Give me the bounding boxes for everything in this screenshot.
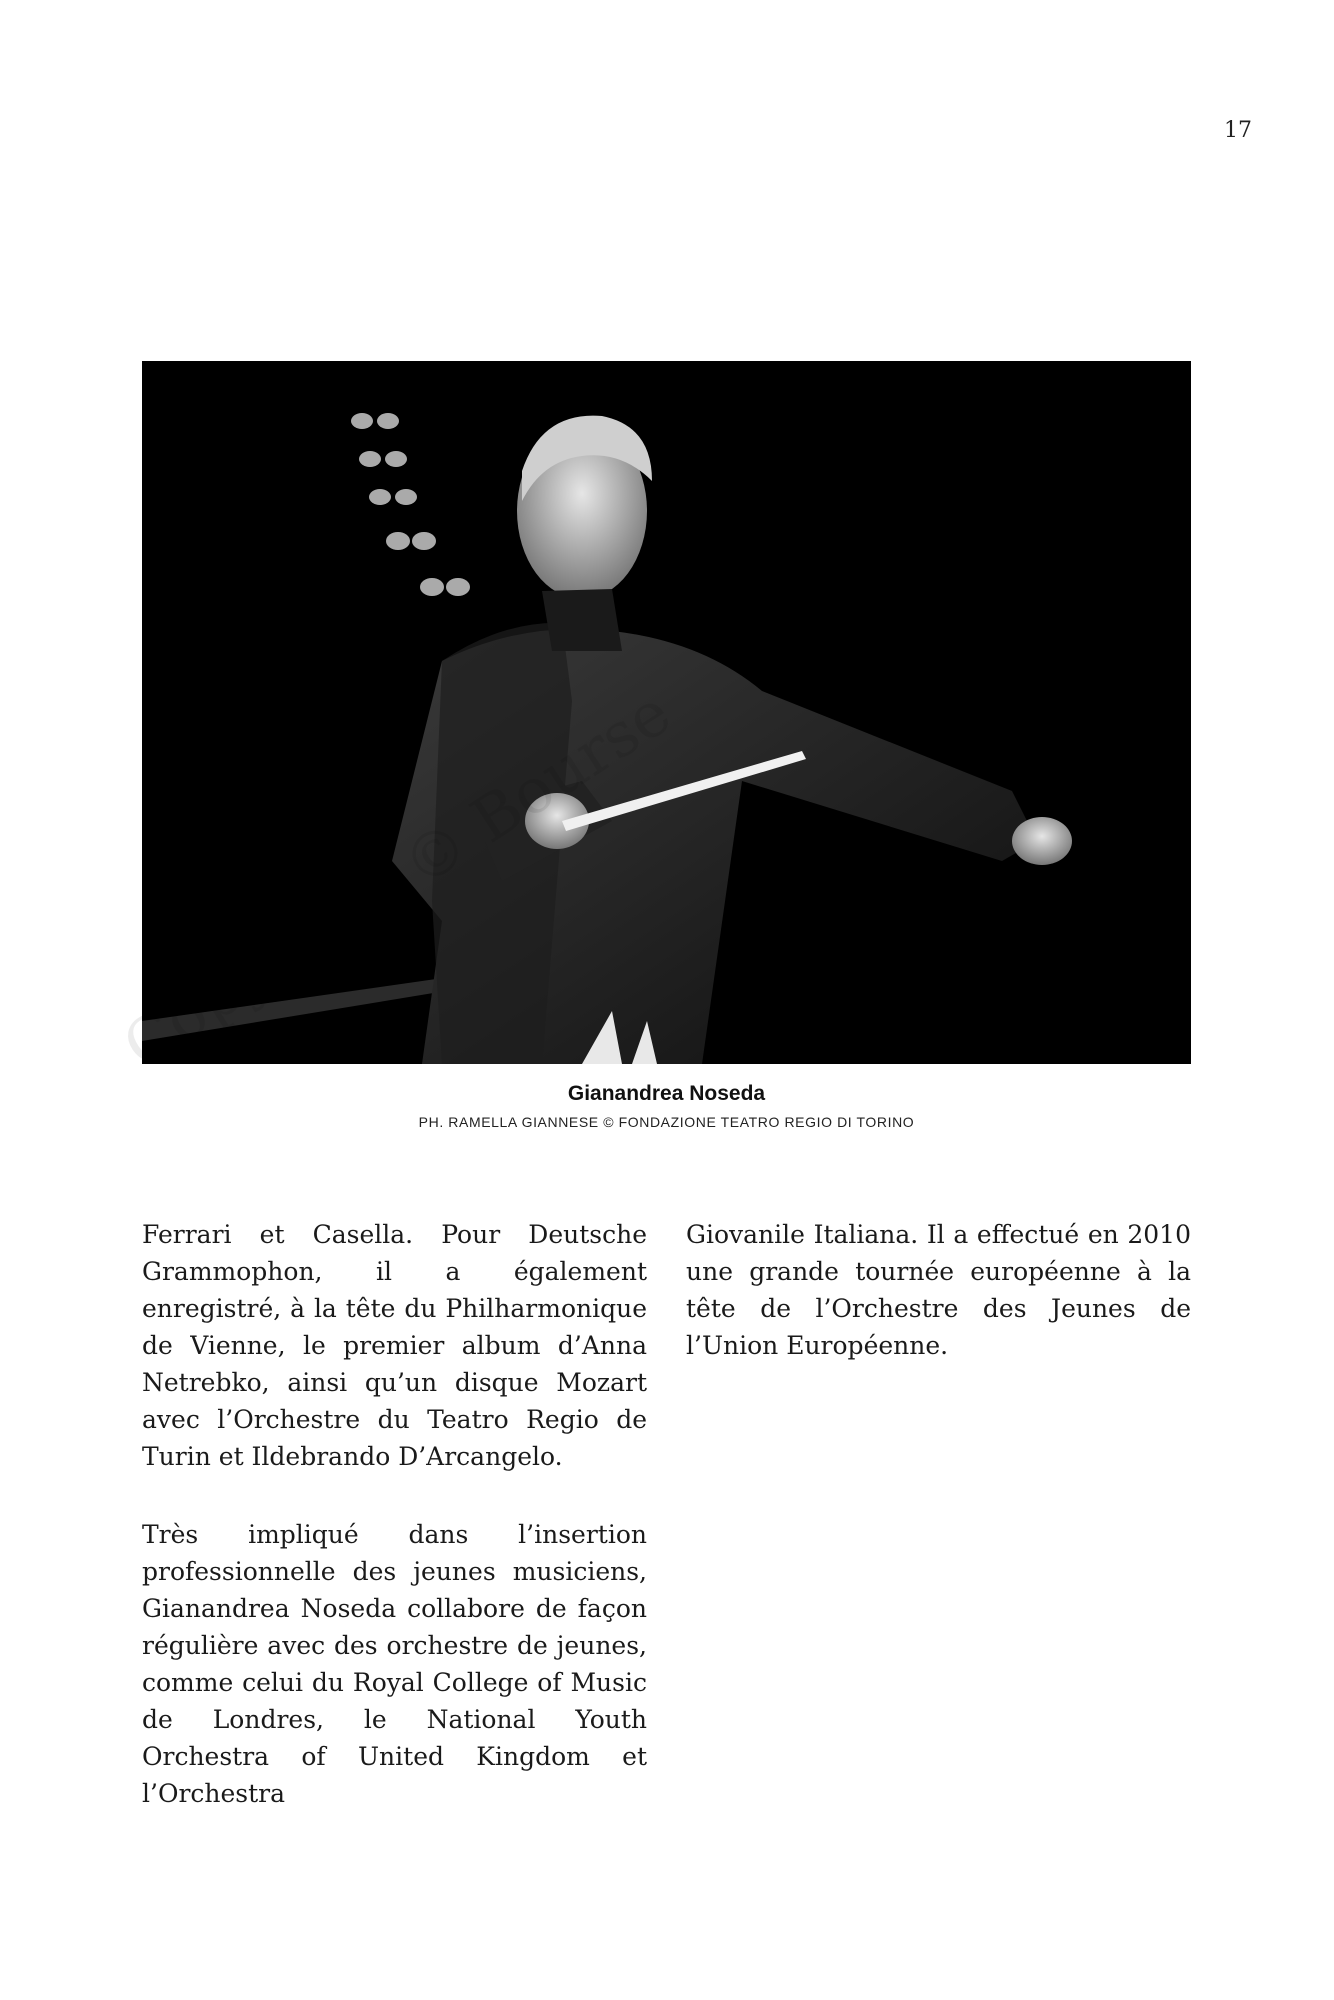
paragraph: Ferrari et Casella. Pour Deutsche Grammophon, il a également enregistré, à la tête du Philharmonique de Vienne, le premier album d’Anna Netrebko, ainsi qu’un disque Mozart avec l’Orchestre du Teatro Regio de Turin et Ildebrando D’Arcangelo. (142, 1220, 647, 1471)
page-number: 17 (1224, 118, 1252, 143)
text-column-left (142, 1216, 647, 1853)
paragraph: Très impliqué dans l’insertion professionnelle des jeunes musiciens, Gianandrea Noseda collabore de façon régulière avec des orchestre de jeunes, comme celui du Royal College of Music de Londres, le National Youth Orchestra of United Kingdom et l’Orchestra (142, 1520, 647, 1808)
conductor-photo (142, 361, 1191, 1064)
text-column-right (686, 1216, 1191, 1405)
figure-caption-title: Gianandrea Noseda (567, 1082, 766, 1105)
figure-caption-credit: PH. RAMELLA GIANNESE © FONDAZIONE TEATRO REGIO DI TORINO (418, 1114, 915, 1130)
paragraph: Giovanile Italiana. Il a effectué en 2010 une grande tournée européenne à la tête de l’Orchestre des Jeunes de l’Union Européenne. (686, 1220, 1191, 1360)
